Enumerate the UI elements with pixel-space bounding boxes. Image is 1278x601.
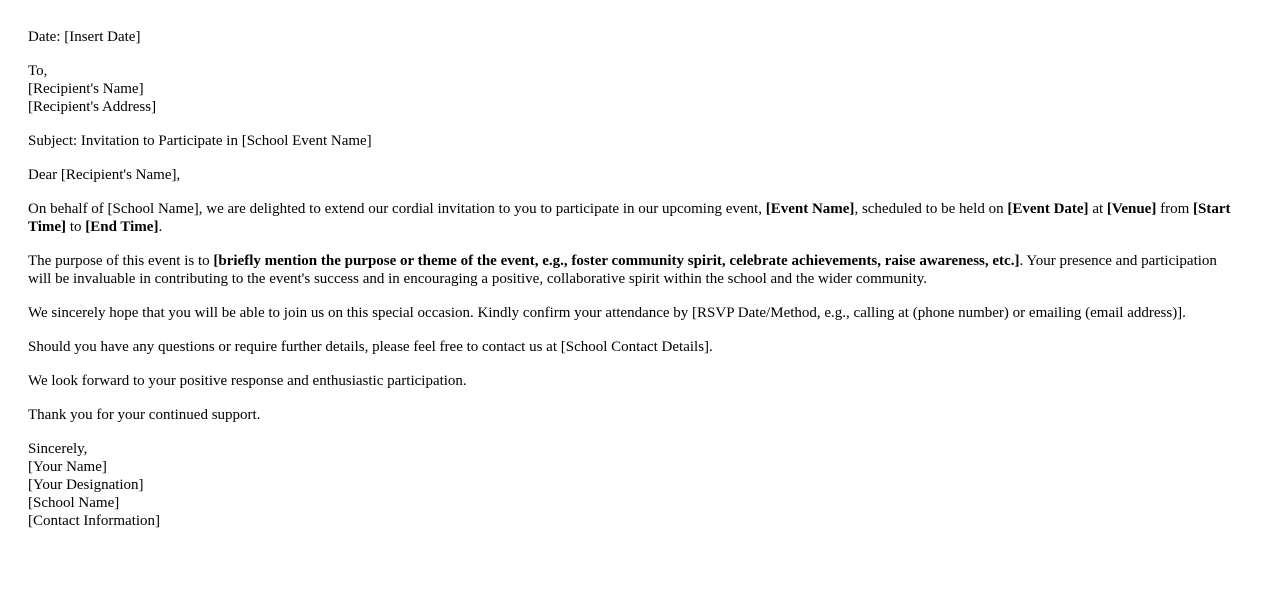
subject-line: Subject: Invitation to Participate in [School Event Name] (28, 133, 372, 149)
date-line: Date: [Insert Date] (28, 29, 141, 45)
text-segment: to (66, 219, 86, 235)
body-paragraph-thanks: Thank you for your continued support. (28, 407, 261, 423)
body-paragraph-invitation (28, 200, 1243, 236)
text-segment: at (1088, 201, 1107, 217)
sender-school: [School Name] (28, 495, 120, 511)
recipient-name: [Recipient's Name] (28, 81, 144, 97)
text-segment: from (1156, 201, 1194, 217)
event-date-placeholder: [Event Date] (1007, 201, 1089, 217)
recipient-to: To, (28, 63, 48, 79)
body-paragraph-look-forward: We look forward to your positive response and enthusiastic participation. (28, 373, 467, 389)
start-time-placeholder: [Start Time] (28, 201, 1231, 235)
body-paragraph-contact: Should you have any questions or require further details, please feel free to contact us at [School Contact Details]. (28, 339, 713, 355)
closing-block (28, 440, 1243, 530)
body-paragraph-purpose (28, 252, 1243, 288)
sign-off: Sincerely, (28, 441, 88, 457)
text-segment: . Your presence and participation will be invaluable in contributing to the event's success and in encouraging a positive, collaborative spirit within the school and the wider community. (28, 253, 1217, 287)
sender-name: [Your Name] (28, 459, 107, 475)
end-time-placeholder: [End Time] (85, 219, 159, 235)
sender-contact: [Contact Information] (28, 513, 161, 529)
event-name-placeholder: [Event Name] (765, 201, 855, 217)
purpose-placeholder: [briefly mention the purpose or theme of the event, e.g., foster community spirit, celebrate achievements, raise awareness, etc.] (213, 253, 1020, 269)
sender-designation: [Your Designation] (28, 477, 144, 493)
recipient-block (28, 62, 1243, 116)
letter-document (28, 28, 1243, 546)
text-segment: , scheduled to be held on (854, 201, 1008, 217)
text-segment: On behalf of [School Name], we are delighted to extend our cordial invitation to you to participate in our upcoming event, (28, 201, 766, 217)
venue-placeholder: [Venue] (1106, 201, 1157, 217)
recipient-address: [Recipient's Address] (28, 99, 157, 115)
text-segment: . (158, 219, 163, 235)
salutation: Dear [Recipient's Name], (28, 167, 181, 183)
text-segment: The purpose of this event is to (28, 253, 214, 269)
body-paragraph-rsvp: We sincerely hope that you will be able to join us on this special occasion. Kindly confirm your attendance by [RSVP Date/Method, e.g., calling at (phone number) or emailing (email address)]. (28, 305, 1186, 321)
